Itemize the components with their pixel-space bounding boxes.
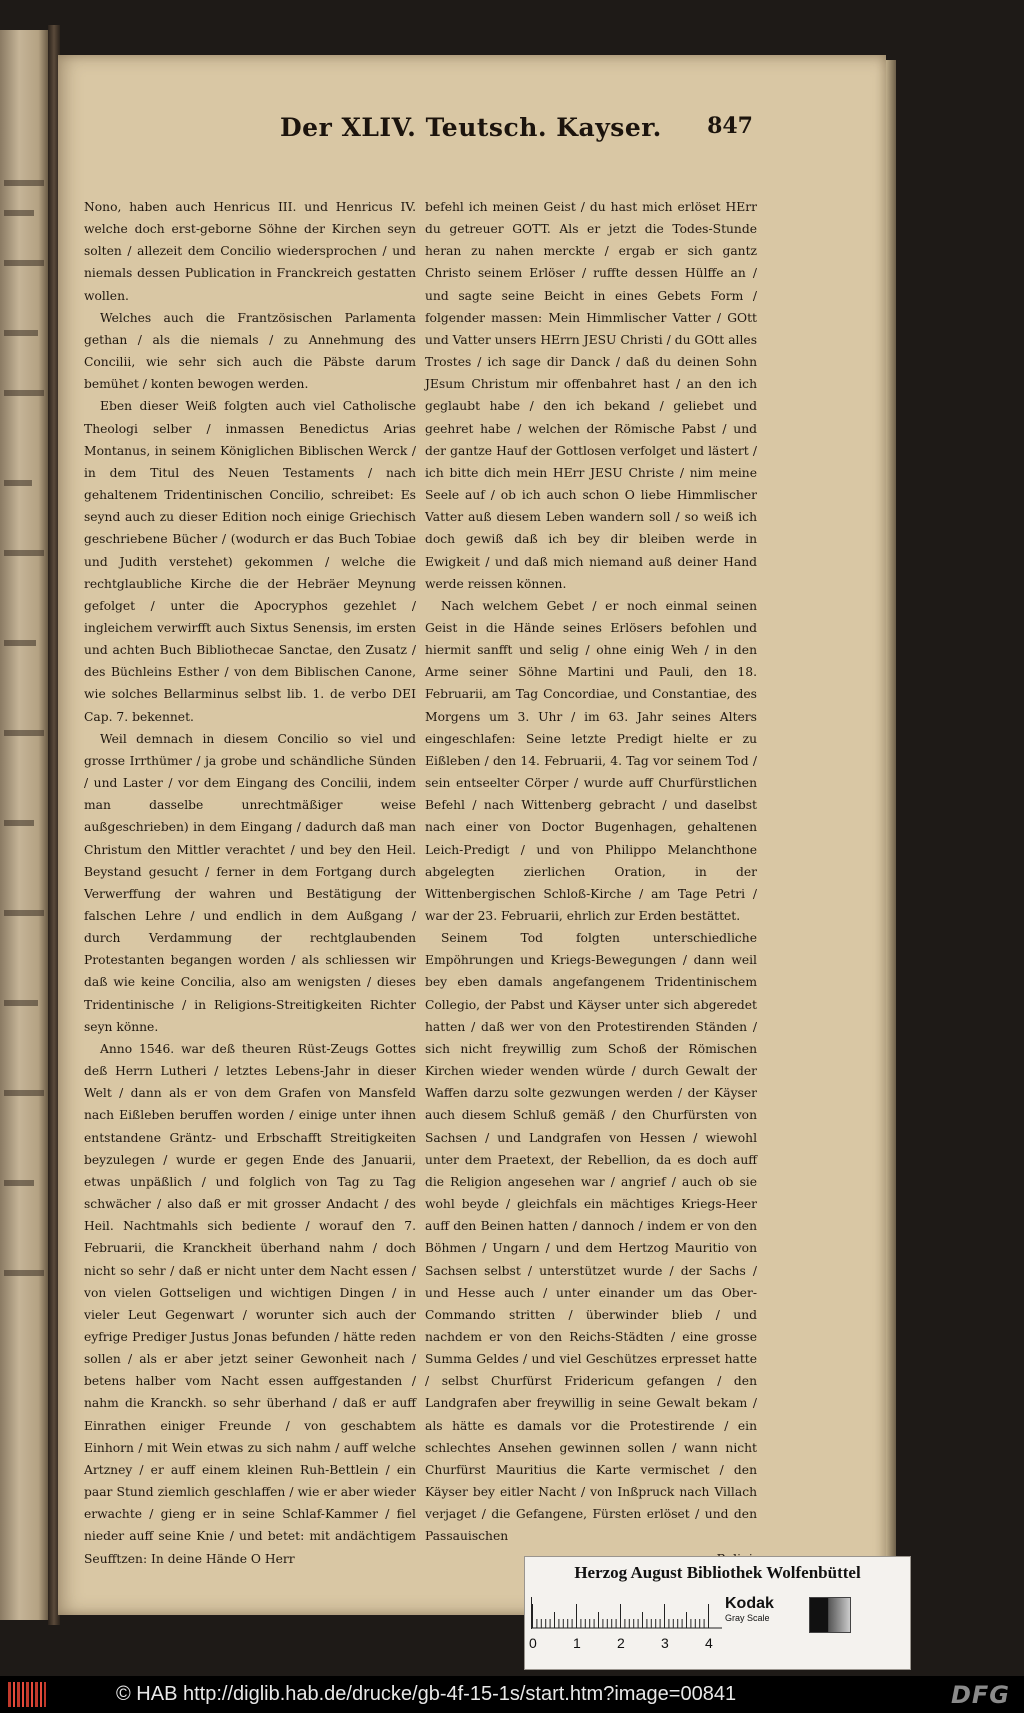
dfg-logo: DFG [950, 1681, 1010, 1709]
paragraph: Nach welchem Gebet / er noch einmal seinen Geist in die Hände seines Erlösers befohlen und hiermit sanfft und selig / ohne einig Weh / in den Arme seiner Söhne Martini und Pauli, den 18. Februarii, am Tag Concordiae, und Constantiae, des Morgens um 3. Uhr / im 63. Jahr seines Alters eingeschlafen: Seine letzte Predigt hielte er zu Eißleben / den 14. Februarii, 4. Tag vor seinem Tod / sein entseelter Cörper / wurde auff Churfürstlichen Befehl / nach Wittenberg gebracht / und daselbst nach einer von Doctor Bugenhagen, gehaltenen Leich-Predigt / und von Philippo Melanchthone abgelegten zierlichen Oration, in der Wittenbergischen Schloß-Kirche / am Tage Petri / war der 23. Februarii, ehrlich zur Erden bestättet. [425, 598, 757, 923]
gray-scale-patch [809, 1597, 851, 1633]
ruler-number: 2 [617, 1635, 625, 1651]
source-url[interactable]: © HAB http://diglib.hab.de/drucke/gb-4f-15-1s/start.htm?image=00841 [116, 1683, 737, 1705]
gray-scale-label: Gray Scale [725, 1613, 770, 1623]
kodak-brand: Kodak [725, 1595, 774, 1612]
paragraph: Eben dieser Weiß folgten auch viel Catholische Theologi selber / inmassen Benedictus Arias Montanus, in seinem Königlichen Biblischen Werck / in dem Titul des Neuen Testaments / nach gehaltenem Tridentinischen Concilio, schreibet: Es seynd auch zu dieser Edition noch einige Griechisch geschriebene Bücher / (wodurch er das Buch Tobiae und Judith verstehet) gekommen / welche die rechtglaubliche Kirche die der Hebräer Meynung gefolget / unter die Apocryphos gezehlet / ingleichem verwirfft auch Sixtus Senensis, im ersten und achten Buch Bibliothecae Sanctae, den Zusatz / des Büchleins Esther / von dem Biblischen Canone, wie solches Bellarminus selbst lib. 1. de verbo DEI Cap. 7. bekennet. [84, 399, 416, 724]
page-edge [886, 60, 896, 1610]
paragraph: Weil demnach in diesem Concilio so viel und grosse Irrthümer / ja grobe und schändliche Sünden / und Laster / vor dem Eingang des Concilii, indem man dasselbe unrechtmäßiger weise außgeschrieben) in dem Eingang / dadurch daß man Christum den Mittler verachtet / und bey den Heil. Beystand gesucht / ferner in dem Fortgang durch Verwerffung der wahren und Bestätigung der falschen Lehre / und endlich in dem Außgang / durch Verdammung der rechtglaubenden Protestanten begangen worden / als schliessen wir daß wie keine Concilia, also am wenigsten / dieses Tridentinische / in Religions-Streitigkeiten Richter seyn könne. [84, 731, 416, 1034]
page-header [210, 108, 753, 148]
measurement-ruler [531, 1597, 722, 1629]
ruler-number: 4 [705, 1635, 713, 1651]
barcode-logo-icon [8, 1682, 46, 1707]
ruler-number: 3 [661, 1635, 669, 1651]
text-column-left [84, 196, 416, 1570]
paragraph: Welches auch die Frantzösischen Parlamenta gethan / als die niemals / zu Annehmung des Concilii, wie sehr sich auch die Päbste darum bemühet / konten bewogen werden. [84, 310, 416, 392]
paragraph: befehl ich meinen Geist / du hast mich erlöset HErr du getreuer GOTT. Als er jetzt die Todes-Stunde heran zu nahen merckte / ergab er sich gantz Christo seinem Erlöser / ruffte dessen Hülffe an / und sagte seine Beicht in eines Gebets Form / folgender massen: Mein Himmlischer Vatter / GOtt und Vatter unsers HErrn JESU Christi / du GOtt alles Trostes / ich sage dir Danck / daß du deinen Sohn JEsum Christum mir offenbahret hast / an den ich geglaubt habe / den ich bekand / geliebet und geehret habe / welchen der Römische Pabst / und der gantze Hauf der Gottlosen verfolget und lästert / ich bitte dich mein HErr JESU Christe / nim meine Seele auf / ob ich auch schon O liebe Himmlischer Vatter auß diesem Leben wandern soll / so weiß ich doch gewiß daß ich bey dir bleiben werde in Ewigkeit / und daß mich niemand auß deiner Hand werde reissen können. [425, 200, 757, 591]
paragraph: Seinem Tod folgten unterschiedliche Empöhrungen und Kriegs-Bewegungen / dann weil bey eben damals angefangenem Tridentinischem Collegio, der Pabst und Käyser unter sich abgeredet hatten / daß wer von den Protestirenden Ständen / sich nicht freywillig zum Schoß der Römischen Kirchen wieder wenden würde / durch Gewalt der Waffen darzu solte gezwungen werden / der Käyser auch diesem Schluß gemäß / den Churfürsten von Sachsen / und Landgrafen von Hessen / wiewohl unter dem Praetext, der Rebellion, da es doch auff die Religion angesehen war / angrief / auch ob sie wohl beyde / gleichfals ein mächtiges Kriegs-Heer auff den Beinen hatten / dannoch / indem er von den Böhmen / Ungarn / und dem Hertzog Mauritio von Sachsen selbst / unterstützet wurde / der Sachs / und Hesse auch / unter einander um das Ober-Commando stritten / überwinder blieb / und nachdem er von den Reichs-Städten / eine grosse Summa Geldes / und viel Geschützes erpresset hatte / selbst Churfürst Fridericum gefangen / den Landgrafen aber freywillig in seine Gewalt bekam / als hätte es damals vor die Protestirende / ein schlechtes Ansehen gewinnen sollen / wann nicht Churfürst Mauritius die Karte vermischet / den Käyser bey eitler Nacht / von Inßpruck nach Villach verjaget / die Gefangene, Fürsten erlöset / und den Passauischen [425, 931, 757, 1544]
running-title: Der XLIV. Teutsch. Kayser. [280, 113, 662, 142]
footer-bar [0, 1676, 1024, 1713]
paragraph: Nono, haben auch Henricus III. und Henricus IV. welche doch erst-geborne Söhne der Kirchen seyn solten / allezeit dem Concilio wiedersprochen / und niemals dessen Publication in Franckreich gestatten wollen. [84, 200, 416, 303]
library-name: Herzog August Bibliothek Wolfenbüttel [574, 1563, 861, 1582]
scan-reference-card [524, 1556, 911, 1670]
facing-page-edge [0, 30, 48, 1620]
kodak-label [725, 1595, 805, 1623]
ruler-number: 0 [529, 1635, 537, 1651]
page-number: 847 [707, 113, 753, 139]
ruler-numbers [531, 1635, 721, 1657]
text-column-right [425, 196, 757, 1570]
paragraph: Anno 1546. war deß theuren Rüst-Zeugs Gottes deß Herrn Lutheri / letztes Lebens-Jahr in dieser Welt / dann als er von dem Grafen von Mansfeld nach Eißleben beruffen worden / einige unter ihnen entstandene Gräntz- und Erbschafft Streitigkeiten beyzulegen / wurde er gegen Ende des Januarii, etwas unpäßlich / und folglich von Tag zu Tag schwächer / also daß er mit grosser Andacht / des Heil. Nachtmahls sich bediente / worauf den 7. Februarii, die Kranckheit überhand nahm / doch nicht so sehr / daß er nicht unter dem Nacht essen / von vielen Gottseligen und wichtigen Dingen / in vieler Leut Gegenwart / worunter sich auch der eyfrige Prediger Justus Jonas befunden / hätte reden sollen / als er aber jetzt seiner Gewonheit nach / betens halber vom Nacht essen auffgestanden / nahm die Kranckh. so sehr überhand / daß er auff Einrathen einiger Freunde / von geschabtem Einhorn / mit Wein etwas zu sich nahm / auff welche Artzney / er auff einem kleinen Ruh-Bettlein / ein paar Stund ziemlich geschlaffen / wie er aber wieder erwachte / gieng er in seine Schlaf-Kammer / fiel nieder auff seine Knie / und betet: mit andächtigem Seufftzen: In deine Hände O Herr [84, 1041, 416, 1566]
ruler-number: 1 [573, 1635, 581, 1651]
